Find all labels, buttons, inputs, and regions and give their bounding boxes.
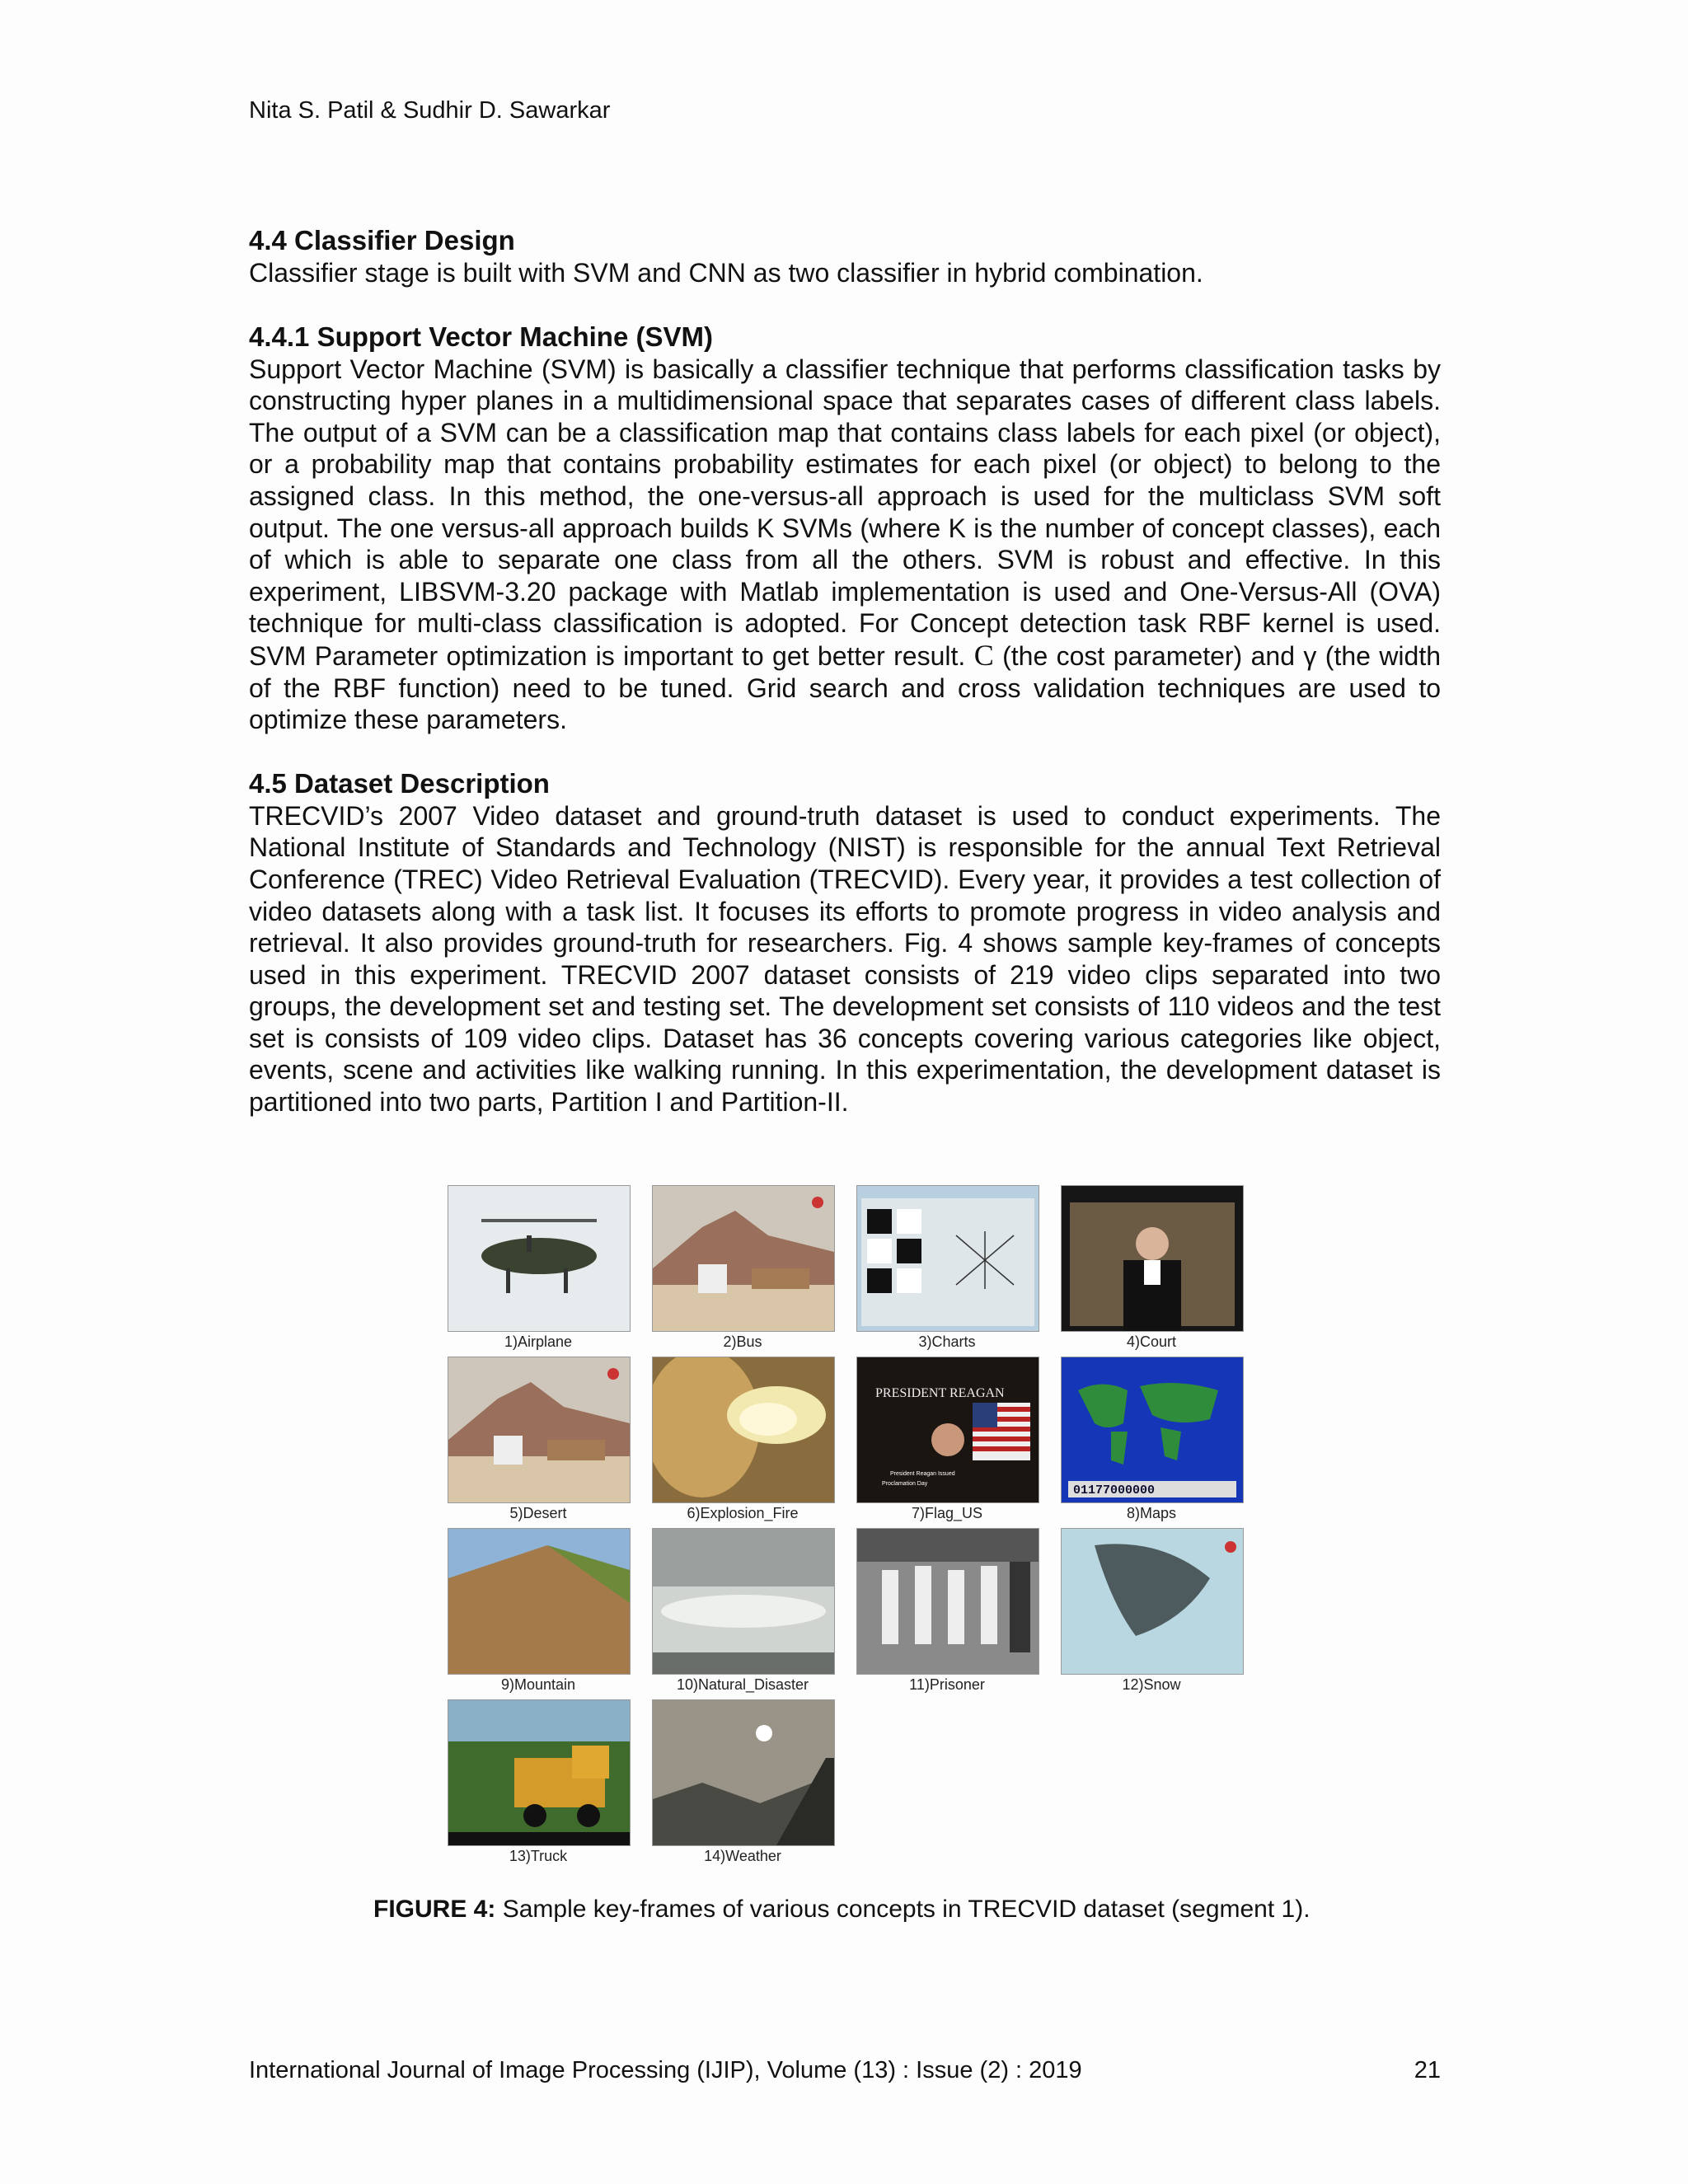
thumb-airplane [448, 1185, 631, 1332]
caption-flag-us: 7)Flag_US [911, 1505, 983, 1521]
caption-snow: 12)Snow [1122, 1676, 1181, 1693]
paragraph-dataset: TRECVID’s 2007 Video dataset and ground-truth dataset is used to conduct experiments. The National Institute of Standards and Technology (NIST) is responsible for the annual Text Retrieval Conference (TREC) Video Retrieval Evaluation (TRECVID). Every year, it provides a test collection of video datasets along with a task list. It focuses its efforts to promote progress in video analysis and retrieval. It also provides ground-truth for researchers. Fig. 4 shows sample key-frames of concepts used in this experiment. TRECVID 2007 dataset consists of 219 video clips separated into two groups, the development set and testing set. The development set consists of 110 videos and the test set is consists of 109 video clips. Dataset has 36 concepts covering various categories like object, events, scene and activities like walking running. In this experimentation, the development dataset is partitioned into two parts, Partition I and Partition-II. [249, 800, 1441, 1118]
flag-frame-title: PRESIDENT REAGAN [875, 1386, 1005, 1400]
thumb-natural-disaster [652, 1528, 835, 1675]
figure-label: FIGURE 4: [373, 1896, 496, 1923]
caption-natural-disaster: 10)Natural_Disaster [676, 1676, 809, 1693]
thumb-desert [448, 1357, 631, 1503]
caption-charts: 3)Charts [918, 1333, 976, 1350]
thumb-bus [652, 1185, 835, 1332]
caption-court: 4)Court [1126, 1333, 1177, 1350]
caption-maps: 8)Maps [1126, 1505, 1177, 1521]
thumb-flag-us [856, 1357, 1039, 1503]
caption-prisoner: 11)Prisoner [909, 1676, 985, 1693]
figure-caption-text: Sample key-frames of various concepts in TRECVID dataset (segment 1). [495, 1896, 1311, 1923]
journal-citation: International Journal of Image Processing (IJIP), Volume (13) : Issue (2) : 2019 [249, 2057, 1082, 2083]
thumb-charts [856, 1185, 1039, 1332]
thumb-maps [1061, 1357, 1244, 1503]
caption-weather: 14)Weather [704, 1848, 781, 1864]
paragraph-svm [249, 354, 1441, 736]
body-text [249, 224, 1441, 1118]
thumb-court [1061, 1185, 1244, 1332]
flag-frame-sub1: President Reagan Issued [890, 1471, 955, 1477]
svm-text-part-a: Support Vector Machine (SVM) is basically a classifier technique that performs classification tasks by constructing hyper planes in a multidimensional space that separates cases of different class labels. The output of a SVM can be a classification map that contains class labels for each pixel (or object), or a probability map that contains probability estimates for each pixel (or object) to belong to the assigned class. In this method, the one-versus-all approach is used for the multiclass SVM soft output. The one versus-all approach builds K SVMs (where K is the number of concept classes), each of which is able to separate one class from all the others. SVM is robust and effective. In this experiment, LIBSVM-3.20 package with Matlab implementation is used and One-Versus-All (OVA) technique for multi-class classification is adopted. For Concept detection task RBF kernel is used. SVM Parameter optimization is important to get better result. [249, 354, 1441, 671]
caption-mountain: 9)Mountain [500, 1676, 576, 1693]
figure-4 [448, 1185, 1247, 1869]
caption-bus: 2)Bus [723, 1333, 762, 1350]
caption-desert: 5)Desert [509, 1505, 567, 1521]
caption-explosion-fire: 6)Explosion_Fire [687, 1505, 799, 1521]
thumb-prisoner [856, 1528, 1039, 1675]
caption-truck: 13)Truck [509, 1848, 568, 1864]
thumb-weather [652, 1699, 835, 1846]
page-footer [249, 2057, 1441, 2084]
caption-airplane: 1)Airplane [504, 1333, 573, 1350]
thumb-explosion-fire [652, 1357, 835, 1503]
paragraph-classifier-design: Classifier stage is built with SVM and CNN as two classifier in hybrid combination. [249, 258, 1203, 288]
maps-frame-counter: 01177000000 [1073, 1483, 1156, 1497]
thumb-mountain [448, 1528, 631, 1675]
svm-text-part-b: (the cost parameter) and γ (the width of the RBF function) need to be tuned. Grid search and cross validation techniques are used to optimize these parameters. [249, 640, 1442, 735]
figure-caption [373, 1896, 1311, 1924]
section-title-4-4-1: 4.4.1 Support Vector Machine (SVM) [249, 321, 713, 352]
section-title-4-5: 4.5 Dataset Description [249, 767, 550, 799]
flag-frame-sub2: Proclamation Day [882, 1481, 928, 1487]
page-number: 21 [1414, 2057, 1441, 2083]
running-header: Nita S. Patil & Sudhir D. Sawarkar [249, 97, 611, 124]
cost-symbol: C [973, 638, 994, 672]
thumb-truck [448, 1699, 631, 1846]
thumb-snow [1061, 1528, 1244, 1675]
section-title-4-4: 4.4 Classifier Design [249, 225, 515, 255]
